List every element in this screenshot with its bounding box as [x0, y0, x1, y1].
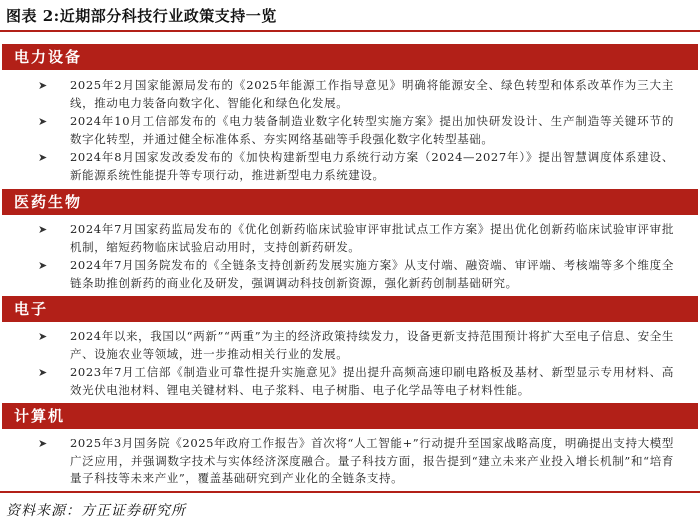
item-text: 2023年7月工信部《制造业可靠性提升实施意见》提出提升高频高速印刷电路板及基材、新型显示专用材料、高效光伏电池材料、锂电关键材料、电子浆料、电子树脂、电子化学品等电子材料性能。: [70, 365, 674, 397]
arrow-right-icon: ➤: [38, 79, 48, 92]
arrow-right-icon: ➤: [38, 259, 48, 272]
item-text: 2024年8月国家发改委发布的《加快构建新型电力系统行动方案（2024—2027年）》提出智慧调度体系建设、新能源系统性能提升等专项行动，推进新型电力系统建设。: [70, 150, 674, 182]
list-item: [10, 149, 698, 184]
list-item: [10, 364, 698, 399]
bottom-rule: [0, 491, 700, 493]
list-item: [10, 77, 698, 112]
list-item: [10, 113, 698, 148]
list-item: [10, 328, 698, 363]
section-header-power-equipment: 电力设备: [2, 44, 698, 70]
list-item: [10, 435, 698, 488]
item-text: 2025年2月国家能源局发布的《2025年能源工作指导意见》明确将能源安全、绿色转型和体系改革作为三大主线，推动电力装备向数字化、智能化和绿色化发展。: [70, 78, 674, 110]
arrow-right-icon: ➤: [38, 330, 48, 343]
source-note: 资料来源：方正证券研究所: [6, 503, 186, 519]
list-item: [10, 257, 698, 292]
section-header-computer: 计算机: [2, 403, 698, 429]
arrow-right-icon: ➤: [38, 366, 48, 379]
arrow-right-icon: ➤: [38, 223, 48, 236]
arrow-right-icon: ➤: [38, 151, 48, 164]
page-title: 图表 2:近期部分科技行业政策支持一览: [6, 7, 277, 25]
item-text: 2024年10月工信部发布的《电力装备制造业数字化转型实施方案》提出加快研发设计、生产制造等关键环节的数字化转型，并通过健全标准体系、夯实网络基础等手段强化数字化转型基础。: [70, 114, 674, 146]
item-text: 2025年3月国务院《2025年政府工作报告》首次将“人工智能+”行动提升至国家战略高度，明确提出支持大模型广泛应用，并强调数字技术与实体经济深度融合。量子科技方面，报告提到“建立未来产业投入增长机制”和“培育量子科技等未来产业”，覆盖基础研究到产业化的全链条支持。: [70, 436, 674, 485]
arrow-right-icon: ➤: [38, 437, 48, 450]
arrow-right-icon: ➤: [38, 115, 48, 128]
section-header-electronics: 电子: [2, 296, 698, 322]
item-text: 2024年以来，我国以“两新”“两重”为主的经济政策持续发力，设备更新支持范围预计将扩大至电子信息、安全生产、设施农业等领域，进一步推动相关行业的发展。: [70, 329, 674, 361]
list-item: [10, 221, 698, 256]
item-text: 2024年7月国家药监局发布的《优化创新药临床试验审评审批试点工作方案》提出优化创新药临床试验审评审批机制，缩短药物临床试验启动用时，支持创新药研发。: [70, 222, 674, 254]
section-header-pharma-bio: 医药生物: [2, 189, 698, 215]
top-rule: [0, 30, 700, 32]
item-text: 2024年7月国务院发布的《全链条支持创新药发展实施方案》从支付端、融资端、审评端、考核端等多个维度全链条助推创新药的商业化及研发，强调调动科技创新资源，强化新药创制基础研究。: [70, 258, 674, 290]
